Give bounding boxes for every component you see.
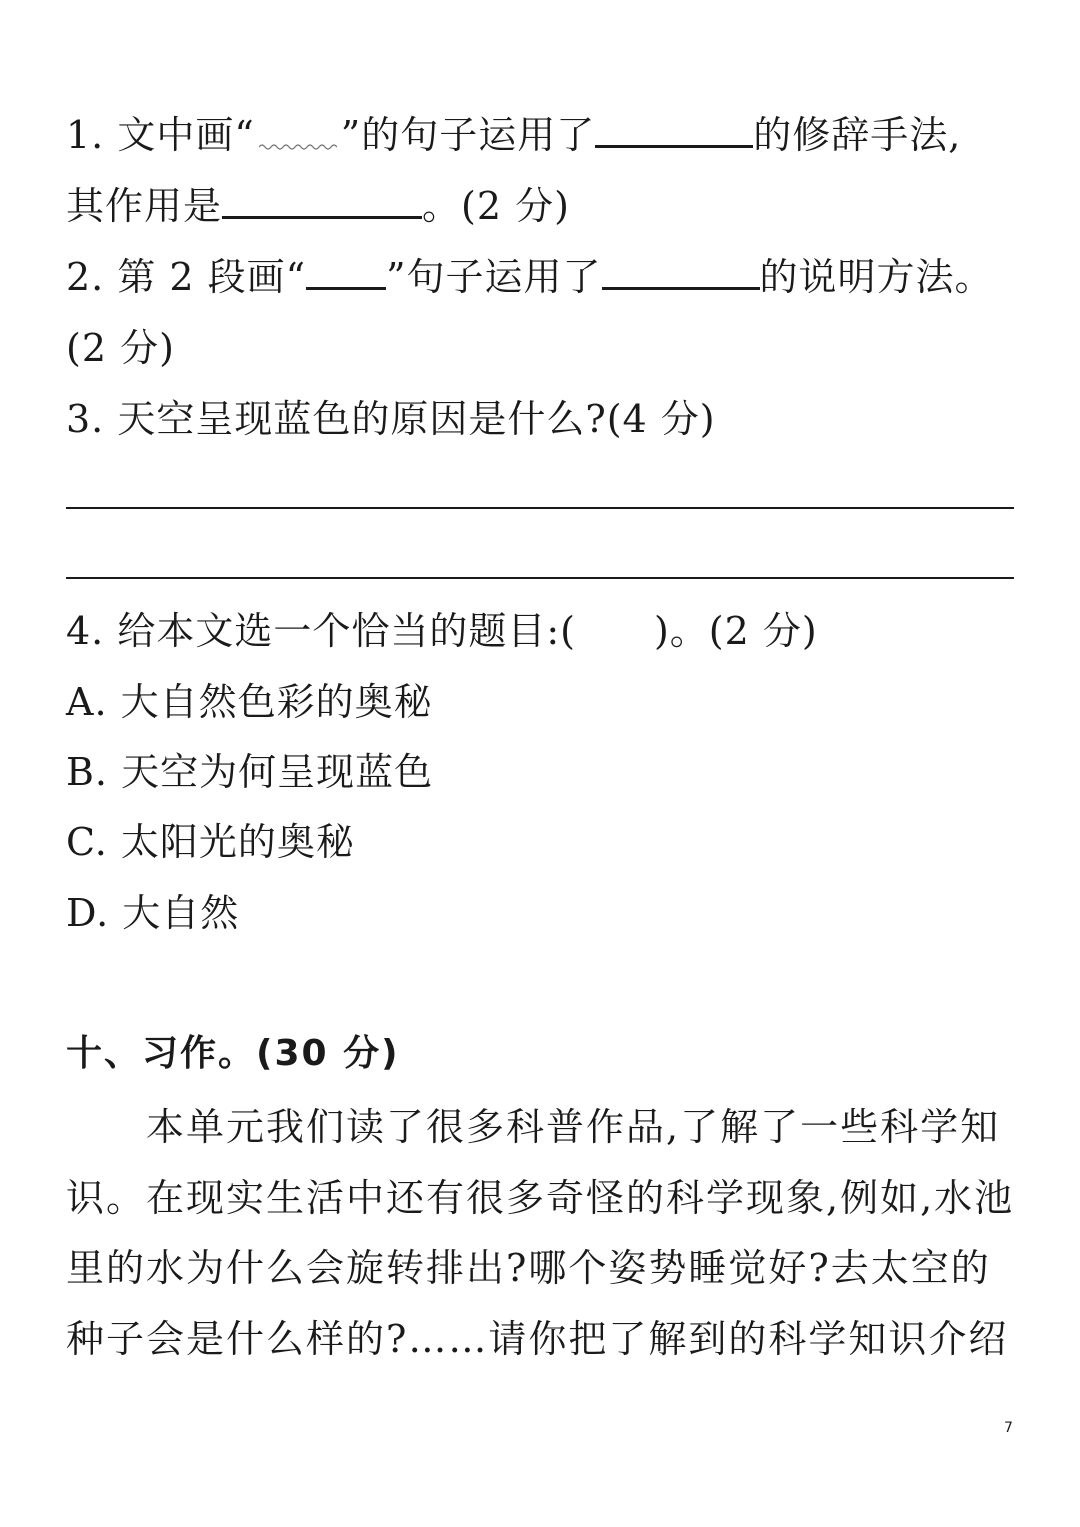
q4-option-b[interactable] [66,750,434,794]
q4-option-a-label: A. 大自然色彩的奥秘 [66,680,433,724]
q1-text-c: 的修辞手法, [753,113,962,157]
q4-option-a[interactable] [66,680,433,724]
question-4 [66,609,818,653]
q2-score: (2 分) [66,326,175,370]
section-10-paragraph-line-1: 本单元我们读了很多科普作品,了解了一些科学知 [146,1105,1001,1149]
question-3 [66,397,716,441]
q1-answer-blank-2[interactable] [222,214,422,219]
q4-option-d-label: D. 大自然 [66,891,240,935]
wavy-underline-mark [259,142,337,152]
section-10-title: 十、习作。(30 分) [66,1033,400,1074]
q2-text-c: 的说明方法。 [759,255,994,299]
q4-option-c-label: C. 太阳光的奥秘 [66,820,355,864]
q1-text-a: 1. 文中画“ [66,113,255,157]
question-2-line-1 [66,255,994,299]
q2-text-a: 2. 第 2 段画“ [66,255,307,299]
q4-option-c[interactable] [66,820,355,864]
q4-option-d[interactable] [66,891,240,935]
q1-text-e: 。(2 分) [422,184,570,228]
section-10-paragraph-line-4: 种子会是什么样的?……请你把了解到的科学知识介绍 [66,1317,1009,1361]
q1-answer-blank-1[interactable] [595,143,753,148]
q4-option-b-label: B. 天空为何呈现蓝色 [66,750,434,794]
section-10-paragraph-line-3: 里的水为什么会旋转排出?哪个姿势睡觉好?去太空的 [66,1246,991,1290]
section-10-paragraph-line-2: 识。在现实生活中还有很多奇怪的科学现象,例如,水池 [66,1176,1015,1220]
q2-answer-blank[interactable] [602,285,760,290]
question-1-line-1 [66,113,962,157]
q3-answer-line-2[interactable] [66,577,1014,579]
q1-text-b: ”的句子运用了 [340,113,596,157]
q3-answer-line-1[interactable] [66,507,1014,509]
q4-text: 4. 给本文选一个恰当的题目:( )。(2 分) [66,609,818,653]
q3-text: 3. 天空呈现蓝色的原因是什么?(4 分) [66,397,716,441]
q2-text-b: ”句子运用了 [386,255,602,299]
question-1-line-2 [66,184,570,228]
q2-underline-mark [306,285,386,290]
q1-text-d: 其作用是 [66,184,223,228]
question-2-line-2 [66,326,175,370]
page-number: 7 [1004,1420,1013,1436]
